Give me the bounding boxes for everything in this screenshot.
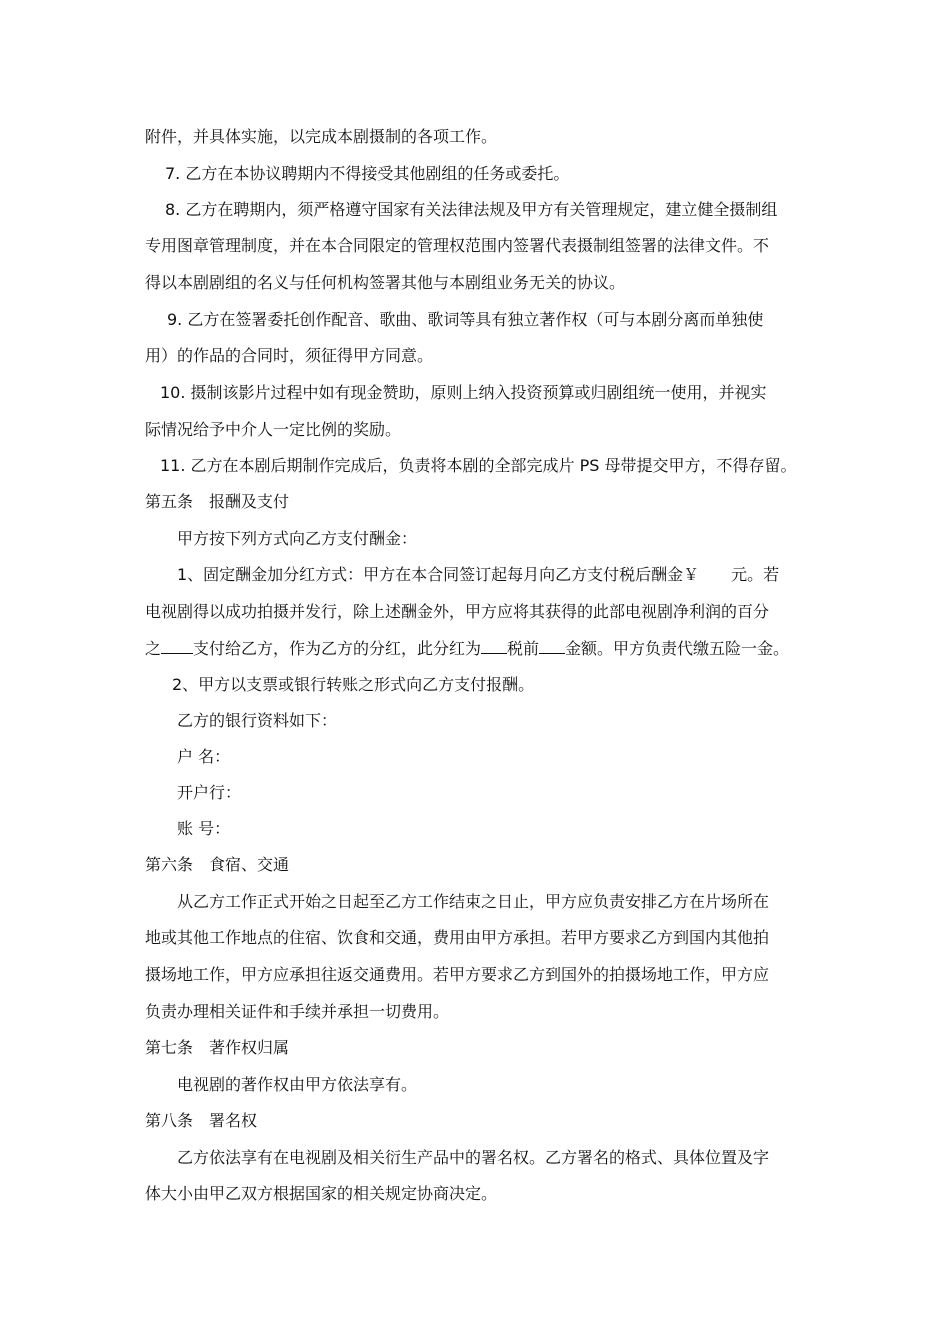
article-7-heading: 第七条 著作权归属 <box>145 1038 290 1057</box>
text-line: 用）的作品的合同时，须征得甲方同意。 <box>145 346 434 365</box>
blank-field[interactable] <box>161 637 193 654</box>
clause-11: 11. 乙方在本剧后期制作完成后，负责将本剧的全部完成片 PS 母带提交甲方，不得存留。 <box>160 456 797 475</box>
article-6-heading: 第六条 食宿、交通 <box>145 855 290 874</box>
text-line: 电视剧的著作权由甲方依法享有。 <box>177 1075 418 1094</box>
text-line: 专用图章管理制度，并在本合同限定的管理权范围内签署代表摄制组签署的法律文件。不 <box>145 236 770 255</box>
clause-10: 10. 摄制该影片过程中如有现金赞助，原则上纳入投资预算或归剧组统一使用，并视实 <box>160 383 767 402</box>
clause-9: 9. 乙方在签署委托创作配音、歌曲、歌词等具有独立著作权（可与本剧分离而单独使 <box>167 310 764 329</box>
payment-item-1: 1、固定酬金加分红方式：甲方在本合同签订起每月向乙方支付税后酬金￥ 元。若 <box>177 565 780 584</box>
text-line: 地或其他工作地点的住宿、饮食和交通，费用由甲方承担。若甲方要求乙方到国内其他拍 <box>145 928 770 947</box>
blank-field[interactable] <box>539 637 565 654</box>
clause-7: 7. 乙方在本协议聘期内不得接受其他剧组的任务或委托。 <box>165 164 570 183</box>
text-line: 甲方按下列方式向乙方支付酬金： <box>177 529 418 548</box>
text-line: 电视剧得以成功拍摄并发行，除上述酬金外，甲方应将其获得的此部电视剧净利润的百分 <box>145 602 770 621</box>
text-fragment: 之 <box>145 639 162 658</box>
text-fragment: 金额。甲方负责代缴五险一金。 <box>565 639 790 658</box>
text-line <box>145 637 789 660</box>
bank-name: 开户行： <box>177 783 242 802</box>
bank-account-number: 账 号： <box>177 819 231 838</box>
text-fragment: 税前 <box>507 639 540 658</box>
text-line: 附件，并具体实施，以完成本剧摄制的各项工作。 <box>145 127 498 146</box>
text-line: 乙方依法享有在电视剧及相关衍生产品中的署名权。乙方署名的格式、具体位置及字 <box>177 1148 770 1167</box>
clause-8: 8. 乙方在聘期内，须严格遵守国家有关法律法规及甲方有关管理规定，建立健全摄制组 <box>165 200 778 219</box>
text-line: 际情况给予中介人一定比例的奖励。 <box>145 420 402 439</box>
text-line: 从乙方工作正式开始之日起至乙方工作结束之日止，甲方应负责安排乙方在片场所在 <box>177 892 770 911</box>
bank-account-name: 户 名： <box>177 747 231 766</box>
article-8-heading: 第八条 署名权 <box>145 1111 258 1130</box>
blank-field[interactable] <box>481 637 507 654</box>
text-fragment: 支付给乙方，作为乙方的分红，此分红为 <box>193 639 482 658</box>
text-line: 体大小由甲乙双方根据国家的相关规定协商决定。 <box>145 1184 498 1203</box>
article-5-heading: 第五条 报酬及支付 <box>145 492 290 511</box>
text-line: 乙方的银行资料如下： <box>177 711 338 730</box>
payment-item-2: 2、甲方以支票或银行转账之形式向乙方支付报酬。 <box>172 675 535 694</box>
text-line: 得以本剧剧组的名义与任何机构签署其他与本剧组业务无关的协议。 <box>145 273 626 292</box>
text-line: 负责办理相关证件和手续并承担一切费用。 <box>145 1002 450 1021</box>
text-line: 摄场地工作，甲方应承担往返交通费用。若甲方要求乙方到国外的拍摄场地工作，甲方应 <box>145 965 770 984</box>
